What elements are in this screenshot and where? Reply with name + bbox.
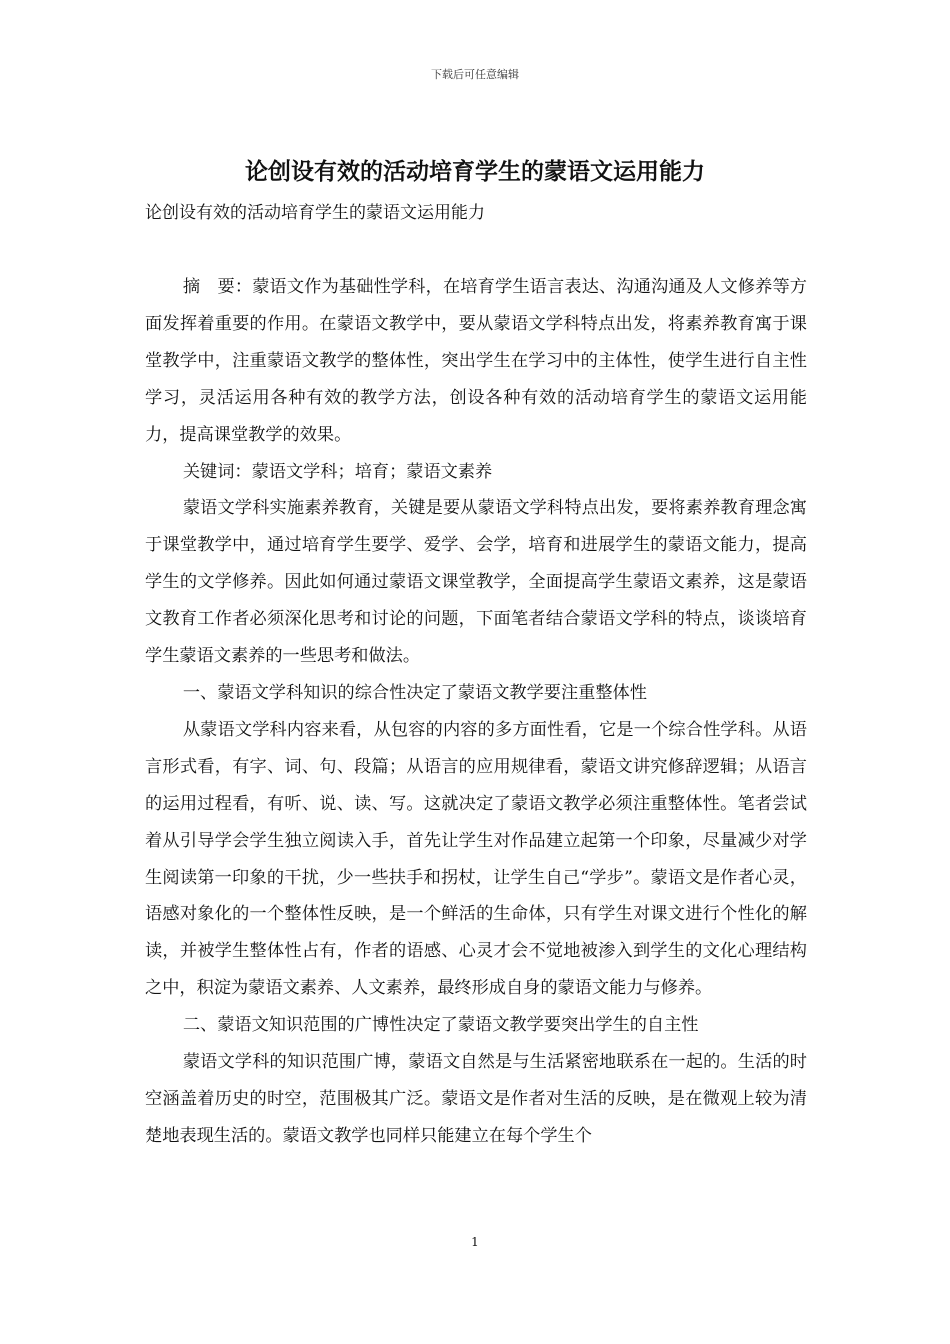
section2-heading: 二、蒙语文知识范围的广博性决定了蒙语文教学要突出学生的自主性 xyxy=(182,1015,699,1036)
document-body xyxy=(145,269,807,1155)
intro-paragraph: 蒙语文学科实施素养教育，关键是要从蒙语文学科特点出发，要将素养教育理念寓于课堂教学中，通过培育学生要学、爱学、会学，培育和进展学生的蒙语文能力，提高学生的文学修养。因此如何通过蒙语文课堂教学，全面提高学生蒙语文素养，这是蒙语文教育工作者必须深化思考和讨论的问题，下面笔者结合蒙语文学科的特点，谈谈培育学生蒙语文素养的一些思考和做法。 xyxy=(145,498,807,667)
section2-paragraph: 蒙语文学科的知识范围广博，蒙语文自然是与生活紧密地联系在一起的。生活的时空涵盖着历史的时空，范围极其广泛。蒙语文是作者对生活的反映，是在微观上较为清楚地表现生活的。蒙语文教学也同样只能建立在每个学生个 xyxy=(145,1052,807,1146)
document-title: 论创设有效的活动培育学生的蒙语文运用能力 xyxy=(245,158,705,185)
document-subtitle: 论创设有效的活动培育学生的蒙语文运用能力 xyxy=(145,203,485,223)
header-note: 下载后可任意编辑 xyxy=(431,68,519,81)
section1-heading: 一、蒙语文学科知识的综合性决定了蒙语文教学要注重整体性 xyxy=(182,682,647,703)
abstract-paragraph: 摘 要：蒙语文作为基础性学科，在培育学生语言表达、沟通沟通及人文修养等方面发挥着重要的作用。在蒙语文教学中，要从蒙语文学科特点出发，将素养教育寓于课堂教学中，注重蒙语文教学的整体性，突出学生在学习中的主体性，使学生进行自主性学习，灵活运用各种有效的教学方法，创设各种有效的活动培育学生的蒙语文运用能力，提高课堂教学的效果。 xyxy=(145,277,807,445)
section1-paragraph: 从蒙语文学科内容来看，从包容的内容的多方面性看，它是一个综合性学科。从语言形式看，有字、词、句、段篇；从语言的应用规律看，蒙语文讲究修辞逻辑；从语言的运用过程看，有听、说、读、写。这就决定了蒙语文教学必须注重整体性。笔者尝试着从引导学会学生独立阅读入手，首先让学生对作品建立起第一个印象，尽量减少对学生阅读第一印象的干扰，少一些扶手和拐杖，让学生自己“学步”。蒙语文是作者心灵，语感对象化的一个整体性反映，是一个鲜活的生命体，只有学生对课文进行个性化的解读，并被学生整体性占有，作者的语感、心灵才会不觉地被渗入到学生的文化心理结构之中，积淀为蒙语文素养、人文素养，最终形成自身的蒙语文能力与修养。 xyxy=(145,719,807,999)
keywords-paragraph: 关键词：蒙语文学科；培育；蒙语文素养 xyxy=(182,461,493,482)
page-number: 1 xyxy=(471,1235,479,1249)
